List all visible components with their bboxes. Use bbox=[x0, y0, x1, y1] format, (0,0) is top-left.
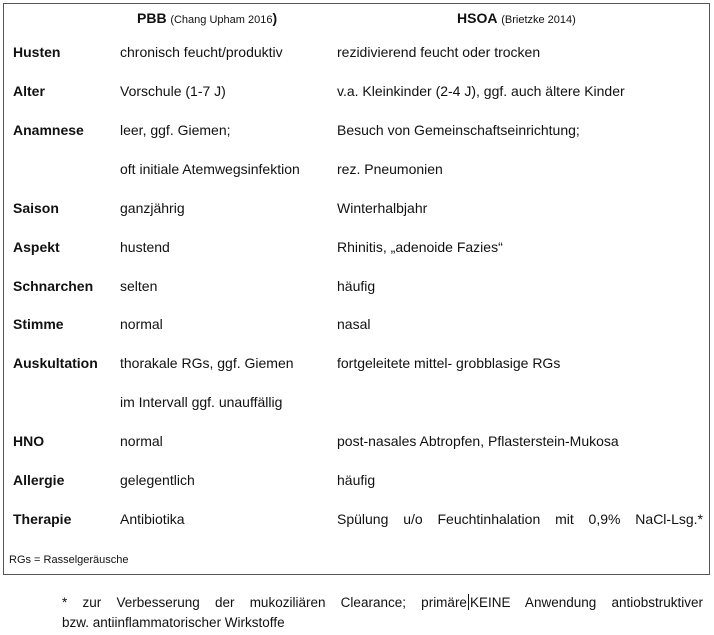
text-cursor bbox=[468, 594, 469, 610]
row-label: Schnarchen bbox=[13, 278, 94, 294]
pbb-cell: normal bbox=[120, 316, 163, 332]
footnote-line-1-start: * zur Verbesserung der mukoziliären Clearance; primäre bbox=[62, 595, 467, 610]
legend-note: RGs = Rasselgeräusche bbox=[9, 554, 129, 566]
row-label: Husten bbox=[13, 44, 61, 60]
comparison-table bbox=[3, 3, 710, 575]
table-row bbox=[4, 511, 709, 531]
pbb-cell: Antibiotika bbox=[120, 511, 185, 527]
hsoa-cell: häufig bbox=[337, 278, 376, 294]
table-row bbox=[4, 355, 709, 375]
table-row bbox=[4, 316, 709, 336]
pbb-cell: Vorschule (1-7 J) bbox=[120, 83, 226, 99]
pbb-cell: im Intervall ggf. unauffällig bbox=[120, 394, 283, 410]
hsoa-source: (Brietzke 2014) bbox=[501, 14, 576, 26]
pbb-cell: thorakale RGs, ggf. Giemen bbox=[120, 355, 294, 371]
hsoa-cell: fortgeleitete mittel- grobblasige RGs bbox=[337, 355, 561, 371]
hsoa-cell: post-nasales Abtropfen, Pflasterstein-Mukosa bbox=[337, 433, 619, 449]
hsoa-cell: rez. Pneumonien bbox=[337, 161, 443, 177]
hsoa-cell: häufig bbox=[337, 472, 376, 488]
table-row bbox=[4, 44, 709, 64]
hsoa-cell: Spülung u/o Feuchtinhalation mit 0,9% NaCl-Lsg.* bbox=[337, 511, 703, 527]
row-label: Aspekt bbox=[13, 239, 60, 255]
column-header-pbb bbox=[137, 10, 277, 26]
pbb-cell: ganzjährig bbox=[120, 200, 185, 216]
row-label: Anamnese bbox=[13, 122, 84, 138]
pbb-cell: leer, ggf. Giemen; bbox=[120, 122, 231, 138]
pbb-cell: selten bbox=[120, 278, 158, 294]
pbb-cell: hustend bbox=[120, 239, 170, 255]
pbb-cell: normal bbox=[120, 433, 163, 449]
hsoa-cell: Rhinitis, „adenoide Fazies“ bbox=[337, 239, 503, 255]
hsoa-title: HSOA bbox=[457, 10, 498, 26]
table-row bbox=[4, 239, 709, 259]
table-row bbox=[4, 161, 709, 181]
row-label: Allergie bbox=[13, 472, 65, 488]
pbb-cell: chronisch feucht/produktiv bbox=[120, 44, 283, 60]
pbb-cell: gelegentlich bbox=[120, 472, 195, 488]
row-label: HNO bbox=[13, 433, 45, 449]
pbb-source: (Chang Upham 2016 bbox=[170, 14, 273, 26]
hsoa-cell: v.a. Kleinkinder (2-4 J), ggf. auch ältere Kinder bbox=[337, 83, 625, 99]
pbb-cell: oft initiale Atemwegsinfektion bbox=[120, 161, 300, 177]
footnote-line-1 bbox=[62, 593, 703, 613]
footnote-line-1-end: KEINE Anwendung antiobstruktiver bbox=[469, 595, 704, 610]
column-header-hsoa bbox=[457, 10, 576, 26]
row-label: Saison bbox=[13, 200, 59, 216]
row-label: Stimme bbox=[13, 316, 64, 332]
hsoa-cell: Winterhalbjahr bbox=[337, 200, 428, 216]
hsoa-cell: rezidivierend feucht oder trocken bbox=[337, 44, 541, 60]
table-row bbox=[4, 394, 709, 414]
hsoa-cell: Besuch von Gemeinschaftseinrichtung; bbox=[337, 122, 580, 138]
footnote bbox=[62, 593, 703, 633]
pbb-title: PBB bbox=[137, 10, 167, 26]
table-row bbox=[4, 433, 709, 453]
table-row bbox=[4, 200, 709, 220]
footnote-line-2: bzw. antiinflammatorischer Wirkstoffe bbox=[62, 615, 285, 630]
pbb-source-close: ) bbox=[272, 10, 278, 26]
table-row bbox=[4, 472, 709, 492]
table-row bbox=[4, 83, 709, 103]
table-row bbox=[4, 122, 709, 142]
row-label: Alter bbox=[13, 83, 45, 99]
row-label: Auskultation bbox=[13, 355, 98, 371]
table-row bbox=[4, 278, 709, 298]
hsoa-cell: nasal bbox=[337, 316, 371, 332]
row-label: Therapie bbox=[13, 511, 72, 527]
